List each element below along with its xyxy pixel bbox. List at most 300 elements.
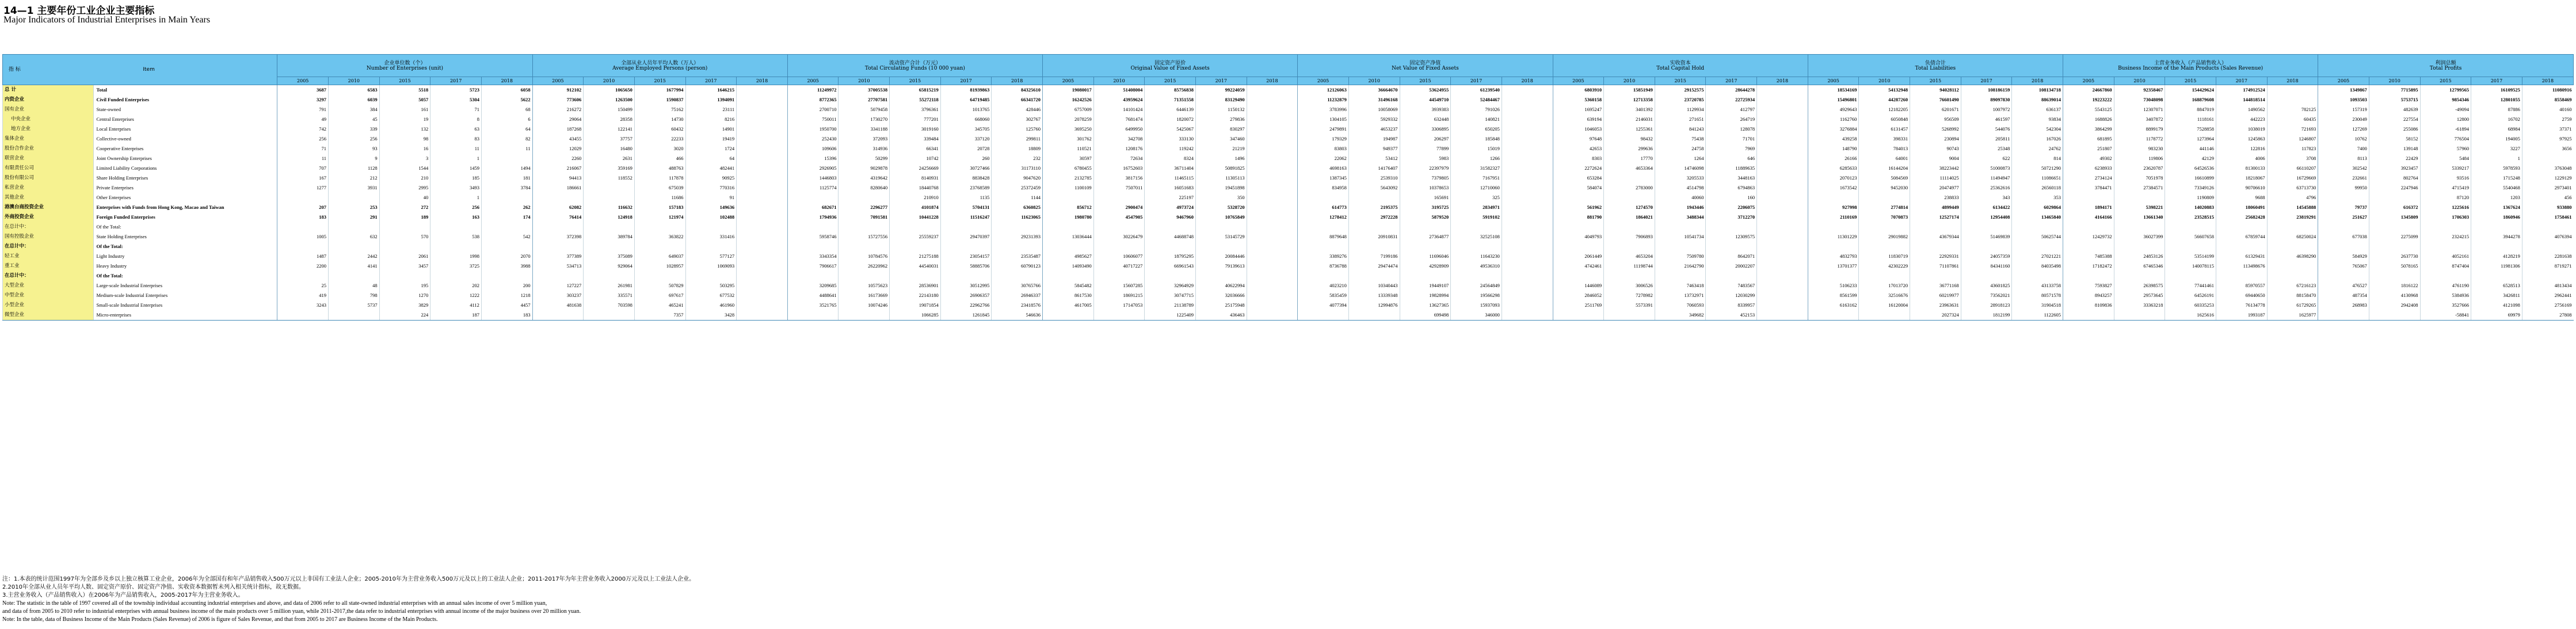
table-cell: 7906617 [787,261,839,271]
table-cell: 230049 [2318,115,2369,124]
table-cell [1757,203,1808,212]
row-label-en: Small-scale Industrial Enterprises [94,300,277,310]
table-cell [737,271,788,281]
row-label-cn: 国有控股企业 [3,232,94,242]
table-cell: 60219977 [1910,291,1961,300]
group-header-en: Total Liabilities [1915,66,1956,71]
table-cell [992,271,1043,281]
table-cell: 23528515 [2165,212,2216,222]
table-cell: 55272118 [890,95,941,105]
table-cell: 124918 [584,212,635,222]
table-cell: 677532 [685,291,737,300]
table-cell: 157183 [634,203,685,212]
table-cell: 127269 [2318,124,2369,134]
table-cell: 22233 [634,134,685,144]
table-cell [1502,310,1553,321]
table-row [3,183,2574,193]
table-cell: 949377 [1348,144,1400,154]
table-cell [1757,310,1808,321]
table-cell: 302767 [992,115,1043,124]
table-cell: 11305113 [1195,173,1247,183]
table-cell: 614773 [1298,203,1349,212]
table-cell: 3687 [277,85,329,96]
table-cell: 42928909 [1400,261,1451,271]
group-header-8 [2318,55,2574,77]
table-cell: 11301229 [1808,232,1859,242]
table-cell [329,222,380,232]
year-header: 2015 [1400,77,1451,85]
table-cell: 200 [481,281,532,291]
table-cell: 21138789 [1145,300,1196,310]
table-cell: 12799565 [2420,85,2471,96]
table-cell: 1688826 [2063,115,2114,124]
table-cell: 256 [277,134,329,144]
table-cell: 13661340 [2114,212,2165,222]
year-header: 2010 [329,77,380,85]
table-cell: 29064 [532,115,584,124]
table-cell: 482639 [2369,105,2420,115]
table-cell: 9 [329,154,380,163]
table-cell: 174 [481,212,532,222]
table-cell: 57960 [2420,144,2471,154]
table-cell [2165,242,2216,251]
table-cell: 19071854 [890,300,941,310]
table-cell: 632448 [1400,115,1451,124]
table-cell: 6780455 [1043,163,1094,173]
table-cell: 2834971 [1451,203,1502,212]
table-cell [532,222,584,232]
table-cell: 154429624 [2165,85,2216,96]
table-cell [1348,242,1400,251]
table-cell [1553,193,1604,203]
table-cell: 2942408 [2369,300,2420,310]
table-cell: 8140931 [890,173,941,183]
table-cell: 4653237 [1348,124,1400,134]
year-header: 2010 [1859,77,1910,85]
table-cell: 5106233 [1808,281,1859,291]
table-cell [737,232,788,242]
year-header: 2005 [2063,77,2114,85]
table-cell: 256 [329,134,380,144]
table-cell: 4715419 [2420,183,2471,193]
table-cell: 82 [481,134,532,144]
table-cell: 8943257 [2063,291,2114,300]
table-cell [685,271,737,281]
table-cell [2318,242,2369,251]
table-cell: 17770 [1604,154,1655,163]
table-cell: 1246807 [2267,134,2318,144]
table-cell: 161 [379,105,430,115]
table-cell [737,212,788,222]
table-cell: 4076394 [2522,232,2573,242]
table-cell [1451,222,1502,232]
table-cell: 11623065 [992,212,1043,222]
year-header: 2018 [2522,77,2573,85]
row-label-cn: 大型企业 [3,281,94,291]
table-cell: 301762 [1043,134,1094,144]
table-cell [1400,222,1451,232]
table-cell: 3006526 [1604,281,1655,291]
table-cell: 90743 [1910,144,1961,154]
table-cell: 3783996 [1298,105,1349,115]
table-cell: 119242 [1145,144,1196,154]
table-cell: 9467960 [1145,212,1196,222]
table-cell: 983230 [2114,144,2165,154]
table-cell [1502,281,1553,291]
table-cell: 46398290 [2267,251,2318,261]
table-cell: 122141 [584,124,635,134]
table-cell: 25559237 [890,232,941,242]
table-cell [890,271,941,281]
table-cell [430,242,482,251]
table-cell [1043,193,1094,203]
table-cell [277,222,329,232]
table-cell: 53624955 [1400,85,1451,96]
table-cell: 83803 [1298,144,1349,154]
table-cell: 649037 [634,251,685,261]
table-cell: 1993187 [2216,310,2267,321]
table-cell: 1122605 [2012,310,2063,321]
table-cell: 29474474 [1348,261,1400,271]
table-cell: 20910831 [1348,232,1400,242]
table-cell [1553,242,1604,251]
table-cell [787,271,839,281]
table-cell [839,242,890,251]
table-cell: 77899 [1400,144,1451,154]
table-cell: 4101874 [890,203,941,212]
table-cell [2063,222,2114,232]
table-cell: 8113 [2318,154,2369,163]
table-cell: 773606 [532,95,584,105]
table-cell: 7969 [1706,144,1757,154]
table-cell: 384 [329,105,380,115]
table-cell [584,310,635,321]
table-cell: 3988 [481,261,532,271]
table-cell [737,281,788,291]
table-cell: 9047620 [992,173,1043,183]
table-cell: 4761190 [2420,281,2471,291]
table-cell: 84341160 [1961,261,2012,271]
table-cell: 225197 [1145,193,1196,203]
table-cell: 3020 [634,144,685,154]
table-cell: 343 [1961,193,2012,203]
table-cell: 44549710 [1400,95,1451,105]
table-cell: 9854346 [2420,95,2471,105]
table-cell: 30226479 [1093,232,1145,242]
row-label-en: Collective-owned [94,134,277,144]
table-cell [839,271,890,281]
group-header-cn: 主营业务收入（产品销售收入） [2154,60,2227,66]
table-cell: 4077394 [1298,300,1349,310]
table-cell: 1277 [277,183,329,193]
table-cell: 67465346 [2114,261,2165,271]
table-cell: 1860946 [2471,212,2522,222]
table-cell: 345705 [940,124,992,134]
table-cell: 570 [379,232,430,242]
table-cell: 67216123 [2267,281,2318,291]
table-cell: 3784 [481,183,532,193]
table-cell [2522,271,2573,281]
table-cell: 15727556 [839,232,890,242]
table-cell: 2200 [277,261,329,271]
table-cell: 30747715 [1145,291,1196,300]
table-cell: 8847019 [2165,105,2216,115]
table-cell: 1007972 [1961,105,2012,115]
table-cell: 8109836 [2063,300,2114,310]
table-cell [1247,300,1298,310]
table-cell: 157319 [2318,105,2369,115]
table-cell: 260 [940,154,992,163]
table-cell: 90706610 [2216,183,2267,193]
table-cell: 10058069 [1348,105,1400,115]
table-cell [2522,222,2573,232]
table-cell: 10606077 [1093,251,1145,261]
table-cell: 116632 [584,203,635,212]
row-label-cn: 轻工业 [3,251,94,261]
table-cell: 17147053 [1093,300,1145,310]
row-label-en: Of the Total: [94,222,277,232]
table-cell: 3712270 [1706,212,1757,222]
year-header: 2005 [1043,77,1094,85]
table-cell: 1490562 [2216,105,2267,115]
year-header: 2005 [1808,77,1859,85]
table-cell [1247,271,1298,281]
table-cell: 132 [379,124,430,134]
table-cell: 2995 [379,183,430,193]
table-cell: 71701 [1706,134,1757,144]
table-cell [481,222,532,232]
table-cell: 85756838 [1145,85,1196,96]
table-cell: 1943446 [1655,203,1706,212]
table-cell: 2734124 [2063,173,2114,183]
table-cell [634,271,685,281]
year-header: 2010 [1348,77,1400,85]
table-cell: 5484 [2420,154,2471,163]
table-cell: 63 [430,124,482,134]
table-cell [1502,261,1553,271]
table-cell: 108134718 [2012,85,2063,96]
table-cell: 264719 [1706,115,1757,124]
table-cell: 49302 [2063,154,2114,163]
table-cell [481,271,532,281]
table-cell: 28644278 [1706,85,1757,96]
table-cell [1859,242,1910,251]
table-cell [2114,193,2165,203]
table-cell: 4128219 [2471,251,2522,261]
table-cell [634,222,685,232]
table-cell: 68250024 [2267,232,2318,242]
table-cell: 1263500 [584,95,635,105]
table-cell: 268983 [2318,300,2369,310]
table-cell: 646 [1706,154,1757,163]
table-cell [1757,281,1808,291]
table-cell: 97925 [2522,134,2573,144]
table-cell [737,291,788,300]
table-cell: 1005 [277,232,329,242]
row-label-en: Foreign Funded Enterprises [94,212,277,222]
table-cell: 1446803 [787,173,839,183]
table-cell: 84325610 [992,85,1043,96]
table-cell: 87120 [2420,193,2471,203]
table-row [3,173,2574,183]
table-cell: 43959624 [1093,95,1145,105]
table-cell: 5845482 [1043,281,1094,291]
table-cell [277,193,329,203]
table-cell: 67859744 [2216,232,2267,242]
table-cell: 205811 [1961,134,2012,144]
table-cell [1043,310,1094,321]
table-cell: 261981 [584,281,635,291]
table-cell: 15019 [1451,144,1502,154]
table-cell: 40160 [2522,105,2573,115]
table-cell: 12954408 [1961,212,2012,222]
table-cell: 3695250 [1043,124,1094,134]
table-cell: 5737 [329,300,380,310]
table-cell [1604,222,1655,232]
table-cell: 7715895 [2369,85,2420,96]
row-label-en: Central Enterprises [94,115,277,124]
table-cell: 8339957 [1706,300,1757,310]
table-cell: -61894 [2420,124,2471,134]
table-cell: 117878 [634,173,685,183]
table-cell: 18809 [992,144,1043,154]
table-cell: 43679344 [1910,232,1961,242]
year-header: 2017 [2471,77,2522,85]
table-cell: 40622994 [1195,281,1247,291]
table-cell [1757,291,1808,300]
year-header: 2010 [839,77,890,85]
table-cell: 25682428 [2216,212,2267,222]
table-cell: 11889635 [1706,163,1757,173]
table-cell: 12710060 [1451,183,1502,193]
table-cell: 183 [277,212,329,222]
table-cell: 92358467 [2114,85,2165,96]
table-cell [1808,193,1859,203]
table-cell: 16480 [584,144,635,154]
table-cell: 3864299 [2063,124,2114,134]
table-cell: 441146 [2165,144,2216,154]
table-cell: 11086651 [2012,173,2063,183]
table-cell: 814 [2012,154,2063,163]
table-cell: 31904518 [2012,300,2063,310]
year-header: 2018 [1502,77,1553,85]
table-cell [1247,144,1298,154]
table-cell: 7507011 [1093,183,1145,193]
table-cell: 12713358 [1604,95,1655,105]
table-cell: 1724 [685,144,737,154]
table-cell: 71107861 [1910,261,1961,271]
table-cell: 18534169 [1808,85,1859,96]
table-cell: 110521 [1043,144,1094,154]
table-cell [1247,183,1298,193]
table-cell: 98432 [1604,134,1655,144]
table-cell [737,105,788,115]
table-cell: 24853126 [2114,251,2165,261]
table-cell: 150499 [584,105,635,115]
year-header: 2010 [2114,77,2165,85]
table-cell [1604,173,1655,183]
table-cell: 8642071 [1706,251,1757,261]
table-cell [1400,242,1451,251]
table-cell: 3297 [277,95,329,105]
table-cell: 8617530 [1043,291,1094,300]
table-cell: 76414 [532,212,584,222]
table-cell: 50721290 [2012,163,2063,173]
row-label-en: Share Holding Enterprises [94,173,277,183]
table-cell: 682671 [787,203,839,212]
table-cell [1757,222,1808,232]
table-cell: 81939863 [940,85,992,96]
table-cell: 50299 [839,154,890,163]
table-cell: 841243 [1655,124,1706,134]
table-cell: 32525108 [1451,232,1502,242]
table-cell: 60435 [2267,115,2318,124]
table-cell: 4121098 [2471,300,2522,310]
year-header: 2010 [1604,77,1655,85]
table-cell [1655,242,1706,251]
table-cell: 61239540 [1451,85,1502,96]
table-cell: 8561599 [1808,291,1859,300]
table-cell: 2110169 [1808,212,1859,222]
table-cell: 18795295 [1145,251,1196,261]
table-cell: 12029 [532,144,584,154]
table-cell: 24758 [1655,144,1706,154]
table-cell: 52484467 [1451,95,1502,105]
table-cell: 2260 [532,154,584,163]
table-cell [2114,242,2165,251]
table-cell: 27808 [2522,310,2573,321]
table-cell: 1349867 [2318,85,2369,96]
table-cell: 4929643 [1808,105,1859,115]
table-cell: 461960 [685,300,737,310]
table-cell [329,193,380,203]
table-cell [2420,222,2471,232]
table-cell [2369,193,2420,203]
table-cell: 1069093 [685,261,737,271]
table-cell: 22725934 [1706,95,1757,105]
table-cell: 5753715 [2369,95,2420,105]
table-cell: 742 [277,124,329,134]
table-cell: 5622 [481,95,532,105]
table-cell: 1625977 [2267,310,2318,321]
table-cell [2471,271,2522,281]
table-cell: 22429 [2369,154,2420,163]
table-cell [737,310,788,321]
table-cell: 14093490 [1043,261,1094,271]
table-cell: 30765766 [992,281,1043,291]
table-cell: 1459 [430,163,482,173]
table-cell: 4653204 [1604,251,1655,261]
table-cell: 26946337 [992,291,1043,300]
table-cell [2369,271,2420,281]
table-cell: 42129 [2165,154,2216,163]
table-cell [2063,193,2114,203]
table-cell: 2281638 [2522,251,2573,261]
table-cell: 6794863 [1706,183,1757,193]
table-cell: 1820072 [1145,115,1196,124]
table-cell [1247,85,1298,96]
table-cell [737,124,788,134]
year-header: 2005 [532,77,584,85]
table-cell: 29019882 [1859,232,1910,242]
table-cell: 22062 [1298,154,1349,163]
table-cell: 12307071 [2114,105,2165,115]
table-cell [1247,134,1298,144]
table-cell: 299636 [1604,144,1655,154]
table-cell: 37757 [584,134,635,144]
table-cell: 61729265 [2267,300,2318,310]
page-title-cn: 14—1 主要年份工业企业主要指标 [3,5,155,17]
